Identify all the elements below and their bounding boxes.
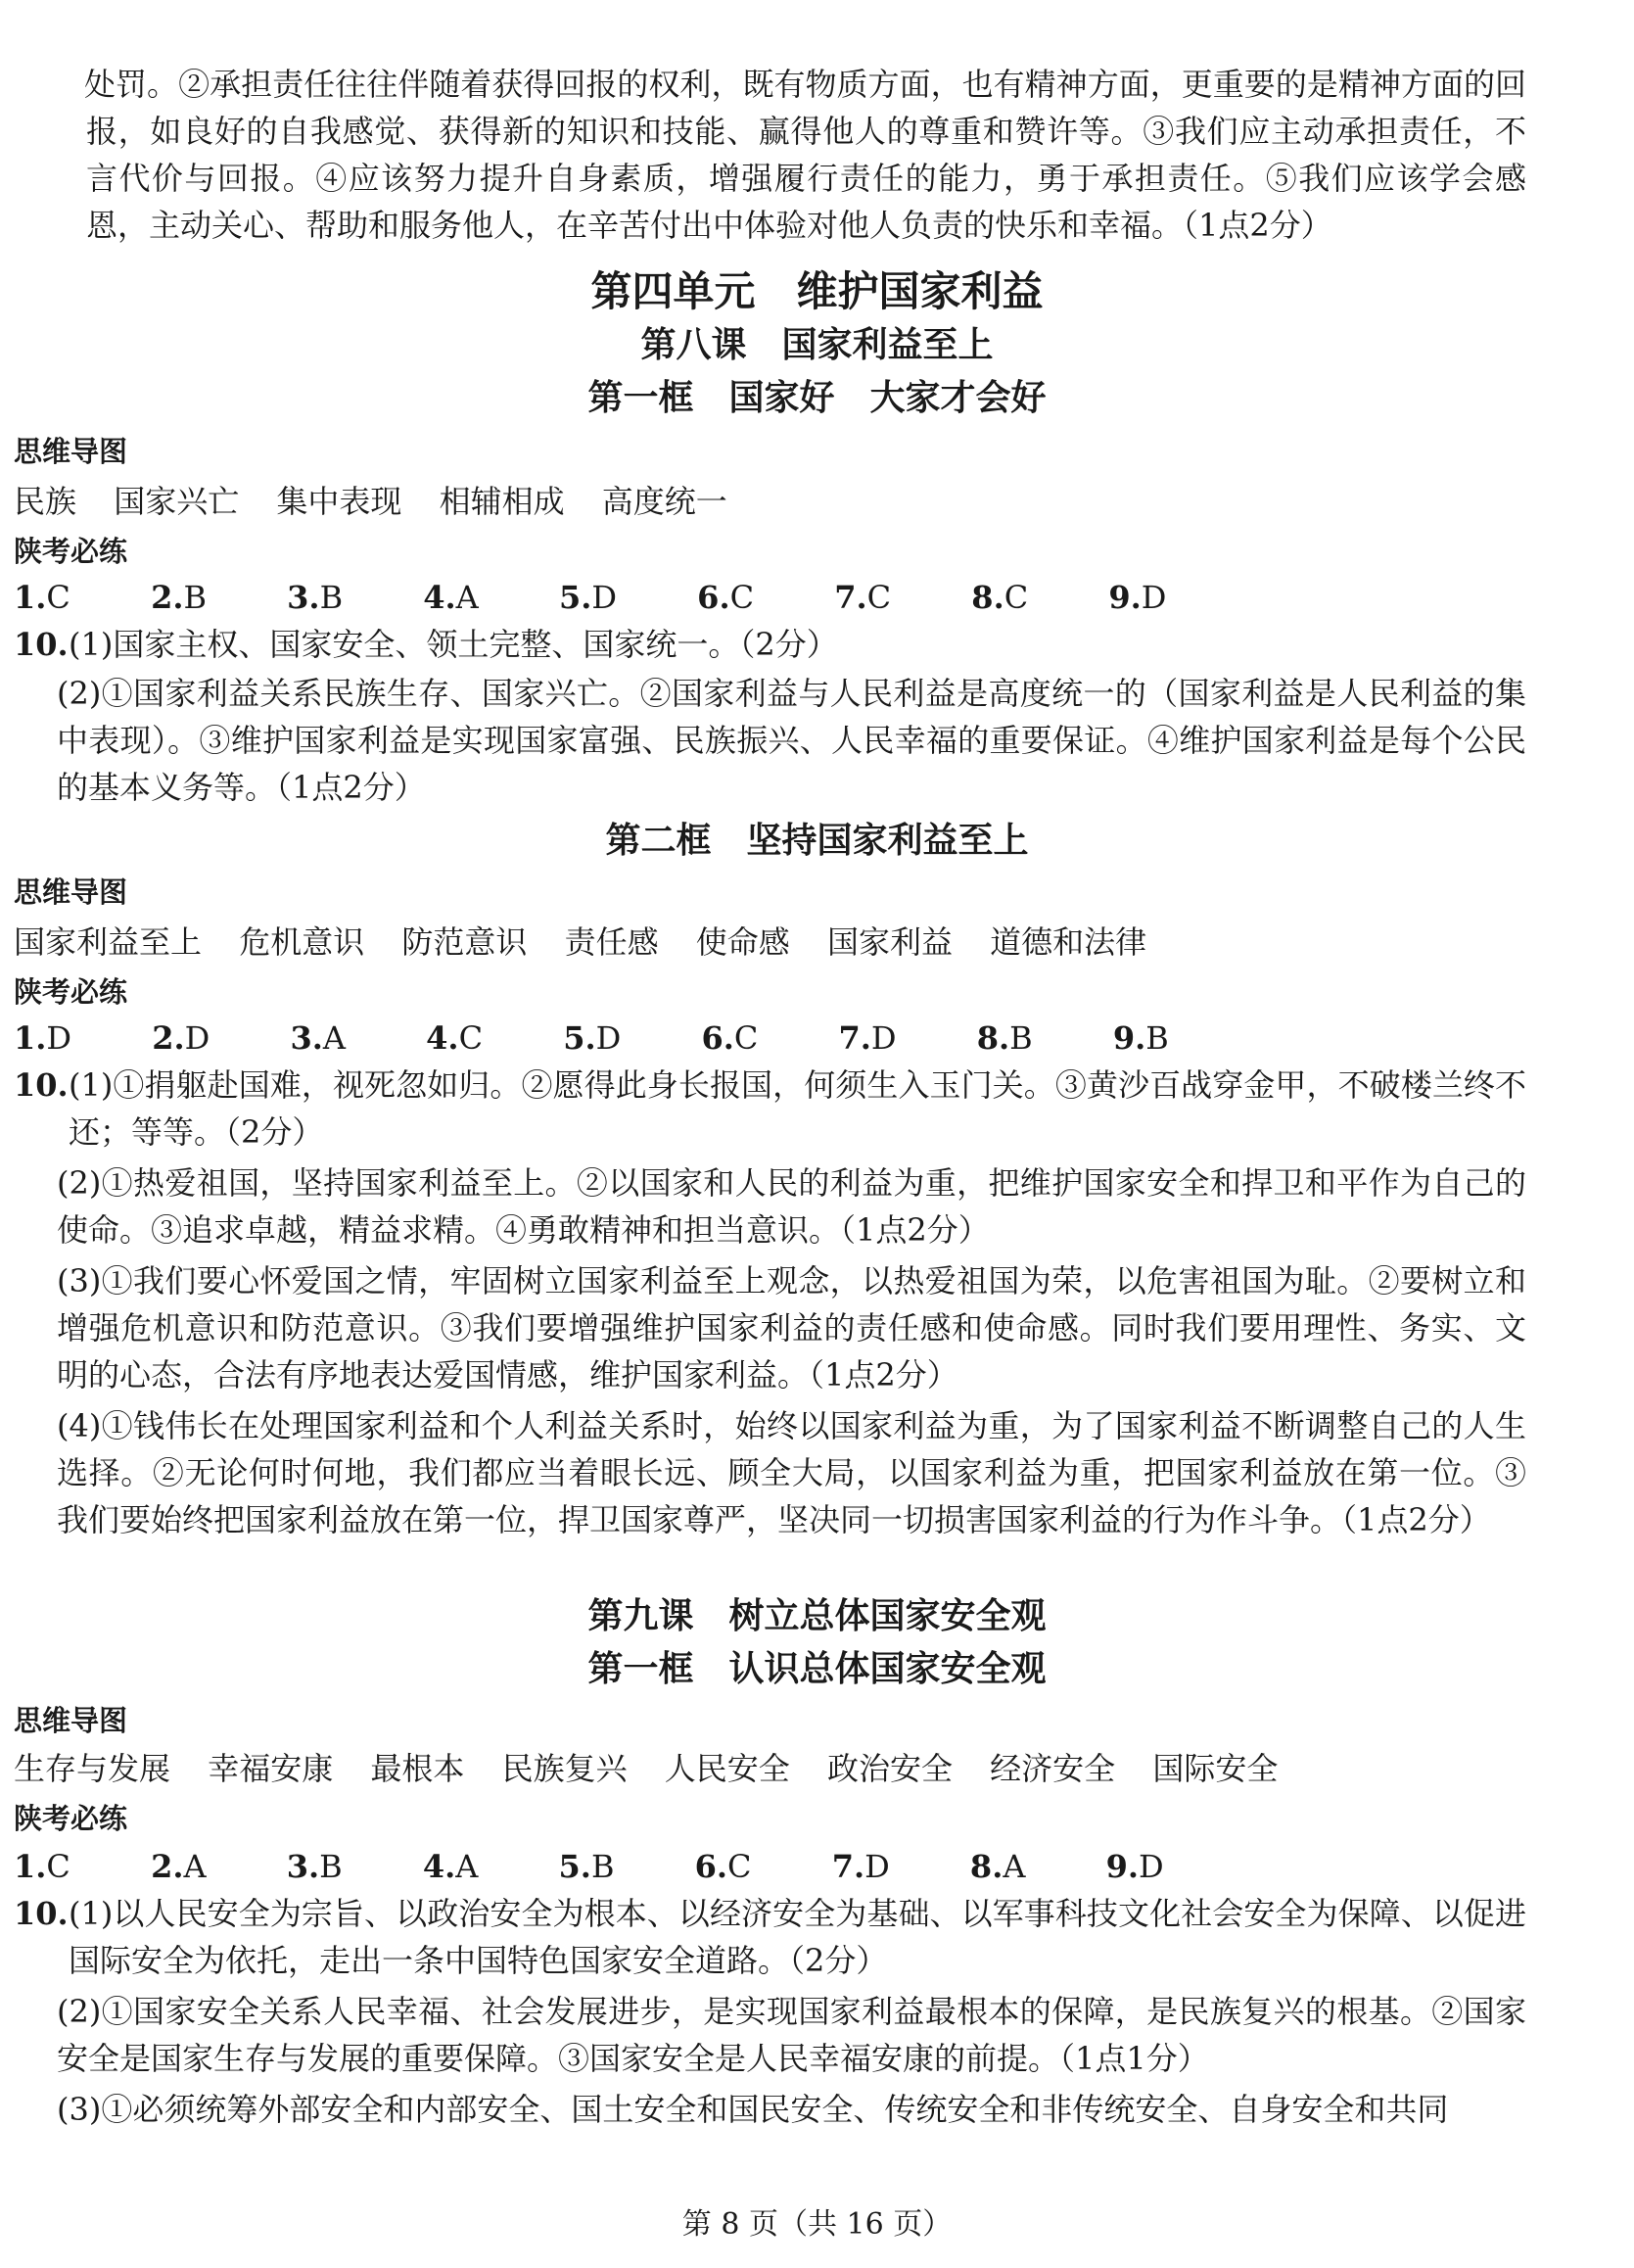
answer-item: 8.C (971, 579, 1029, 616)
q10-part-2: (2)①国家利益关系民族生存、国家兴亡。②国家利益与人民利益是高度统一的（国家利益是人民利益的集中表现）。③维护国家利益是实现国家富强、民族振兴、人民幸福的重要保证。④维护国家利益是每个公民的基本义务等。（1点2分） (57, 675, 1526, 806)
keyword: 生存与发展 (14, 1750, 171, 1787)
answer-item: 9.D (1105, 1848, 1164, 1885)
keyword: 危机意识 (239, 923, 365, 961)
mindmap-keywords (14, 478, 755, 525)
answer-item: 5.D (558, 579, 617, 616)
lesson-9-title: 第九课 树立总体国家安全观 (587, 1596, 1047, 1636)
answer-item: 3.B (286, 1848, 343, 1885)
q10-part-3: (3)①我们要心怀爱国之情，牢固树立国家利益至上观念，以热爱祖国为荣，以危害祖国为耻。②要树立和增强危机意识和防范意识。③我们要增强维护国家利益的责任感和使命感。同时我们要用理性、务实、文明的心态，合法有序地表达爱国情感，维护国家利益。（1点2分） (57, 1262, 1526, 1394)
keyword: 责任感 (564, 923, 659, 961)
answer-item: 5.B (558, 1848, 615, 1885)
page-number-footer: 第 8 页（共 16 页） (681, 2207, 953, 2242)
keyword: 政治安全 (826, 1750, 953, 1787)
answer-item: 8.B (976, 1019, 1033, 1057)
exam-label: 陕考必练 (14, 1802, 128, 1835)
exam-label: 陕考必练 (14, 975, 128, 1009)
answer-item: 7.D (831, 1848, 890, 1885)
q10-part-2: (2)①国家安全关系人民幸福、社会发展进步，是实现国家利益最根本的保障，是民族复兴的根基。②国家安全是国家生存与发展的重要保障。③国家安全是人民幸福安康的前提。（1点1分） (57, 1993, 1526, 2077)
keyword: 人民安全 (664, 1750, 790, 1787)
question-number: 10. (14, 1895, 69, 1932)
answer-item: 6.C (701, 1019, 759, 1057)
answer-item: 1.D (14, 1019, 72, 1057)
answer-item: 2.D (152, 1019, 210, 1057)
answer-item: 7.D (838, 1019, 897, 1057)
q10-part-4: (4)①钱伟长在处理国家利益和个人利益关系时，始终以国家利益为重，为了国家利益不断调整自己的人生选择。②无论何时何地，我们都应当着眼长远、顾全大局，以国家利益为重，把国家利益放在第一位。③我们要始终把国家利益放在第一位，捍卫国家尊严，坚决同一切损害国家利益的行为作斗争。（1点2分） (57, 1407, 1526, 1538)
answer-item: 7.C (834, 579, 892, 616)
answer-item: 2.B (151, 579, 207, 616)
q10-part-3: (3)①必须统筹外部安全和内部安全、国土安全和国民安全、传统安全和非传统安全、自身安全和共同 (57, 2091, 1449, 2128)
frame-8-2-title: 第二框 坚持国家利益至上 (605, 821, 1029, 861)
keyword: 幸福安康 (208, 1750, 334, 1787)
answer-item: 1.C (14, 1848, 70, 1885)
answer-item: 3.B (287, 579, 344, 616)
frame-8-1-title: 第一框 国家好 大家才会好 (587, 378, 1047, 418)
exam-label: 陕考必练 (14, 535, 128, 568)
answer-item: 4.C (426, 1019, 484, 1057)
question-number: 10. (14, 1066, 69, 1104)
mindmap-keywords (14, 1745, 1305, 1792)
answer-item: 4.A (422, 1848, 479, 1885)
keyword: 相辅相成 (439, 483, 565, 520)
answer-item: 6.C (697, 579, 755, 616)
intro-paragraph: 处罚。②承担责任往往伴随着获得回报的权利，既有物质方面，也有精神方面，更重要的是精神方面的回报，如良好的自我感觉、获得新的知识和技能、赢得他人的尊重和赞许等。③我们应主动承担责任，不言代价与回报。④应该努力提升自身素质，增强履行责任的能力，勇于承担责任。⑤我们应该学会感恩，主动关心、帮助和服务他人，在辛苦付出中体验对他人负责的快乐和幸福。（1点2分） (84, 66, 1526, 244)
mindmap-label: 思维导图 (14, 875, 128, 909)
answer-item: 9.D (1108, 579, 1167, 616)
answer-item: 4.A (423, 579, 479, 616)
answer-item: 3.A (290, 1019, 346, 1057)
q10-part-2: (2)①热爱祖国，坚持国家利益至上。②以国家和人民的利益为重，把维护国家安全和捍卫和平作为自己的使命。③追求卓越，精益求精。④勇敢精神和担当意识。（1点2分） (57, 1164, 1526, 1249)
unit-title: 第四单元 维护国家利益 (590, 267, 1044, 315)
answer-key-row (14, 574, 1237, 621)
frame-9-1-title: 第一框 认识总体国家安全观 (587, 1649, 1047, 1689)
keyword: 国际安全 (1152, 1750, 1279, 1787)
q10-part-1: (1)国家主权、国家安全、领土完整、国家统一。（2分） (69, 626, 838, 663)
q10-part-1: (1)①捐躯赴国难，视死忽如归。②愿得此身长报国，何须生入玉门关。③黄沙百战穿金甲，不破楼兰终不还；等等。（2分） (69, 1066, 1526, 1151)
mindmap-label: 思维导图 (14, 435, 128, 468)
keyword: 国家兴亡 (114, 483, 240, 520)
keyword: 国家利益 (826, 923, 953, 961)
answer-key-row (14, 1843, 1235, 1890)
answer-item: 9.B (1112, 1019, 1169, 1057)
keyword: 使命感 (695, 923, 790, 961)
keyword: 经济安全 (990, 1750, 1116, 1787)
mindmap-keywords (14, 919, 1174, 966)
lesson-8-title: 第八课 国家利益至上 (640, 325, 994, 365)
mindmap-label: 思维导图 (14, 1704, 128, 1737)
answer-item: 5.D (563, 1019, 622, 1057)
answer-item: 6.C (694, 1848, 752, 1885)
keyword: 民族复兴 (501, 1750, 628, 1787)
q10-part-1: (1)以人民安全为宗旨、以政治安全为根本、以经济安全为基础、以军事科技文化社会安全为保障、以促进国际安全为依托，走出一条中国特色国家安全道路。（2分） (69, 1895, 1526, 1979)
answer-item: 2.A (151, 1848, 207, 1885)
keyword: 集中表现 (276, 483, 402, 520)
keyword: 国家利益至上 (14, 923, 203, 961)
answer-item: 1.C (14, 579, 70, 616)
keyword: 道德和法律 (990, 923, 1147, 961)
keyword: 高度统一 (601, 483, 727, 520)
answer-key-row (14, 1015, 1239, 1062)
answer-item: 8.A (969, 1848, 1026, 1885)
keyword: 防范意识 (401, 923, 528, 961)
keyword: 最根本 (370, 1750, 465, 1787)
keyword: 民族 (14, 483, 77, 520)
question-number: 10. (14, 626, 69, 663)
